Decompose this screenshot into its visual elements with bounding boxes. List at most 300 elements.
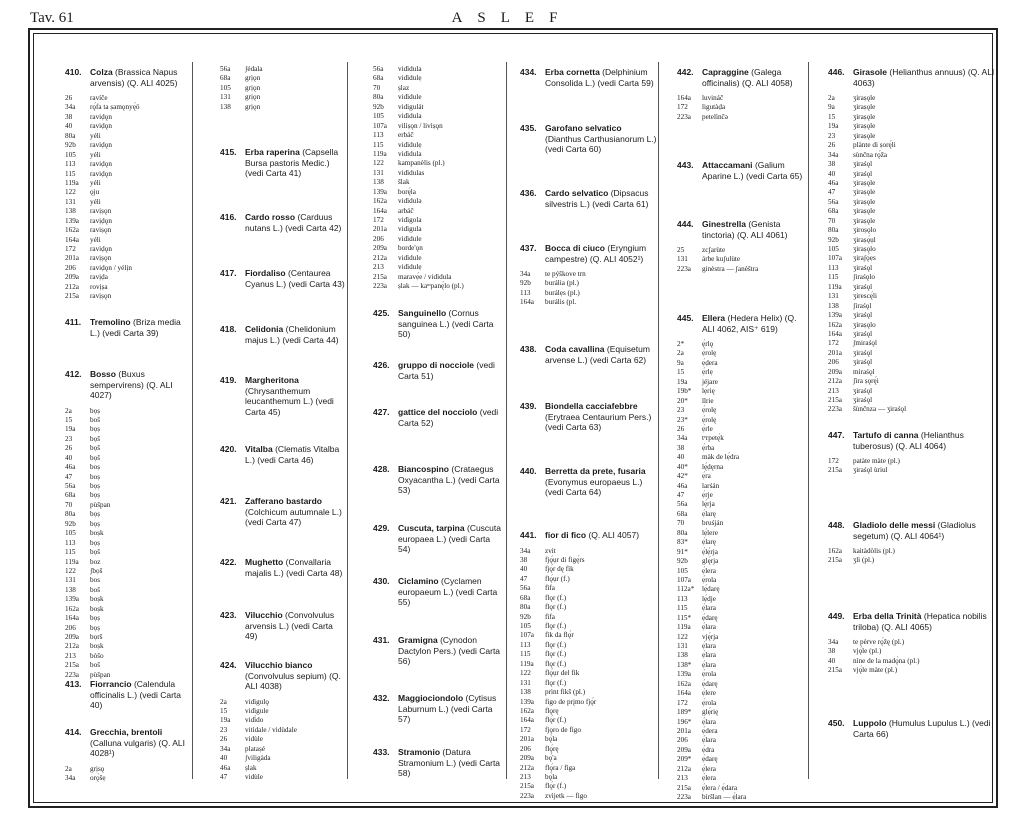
entry-heading xyxy=(220,496,345,528)
dictionary-entry xyxy=(373,693,504,725)
entry-description: (Gladiolus segetum) (Q. ALI 4064¹) xyxy=(853,520,976,541)
dialect-form-row xyxy=(677,349,807,358)
locality-code: 206 xyxy=(677,736,688,745)
dialect-form: lę́rja xyxy=(702,500,715,509)
dialect-form: ʒiraśǫl xyxy=(853,329,873,338)
dialect-form: bǫ̀la xyxy=(545,735,558,744)
entry-description: (Brassica Napus arvensis) (Q. ALI 4025) xyxy=(90,67,178,88)
locality-code: 131 xyxy=(677,255,688,264)
dictionary-entry xyxy=(520,344,657,365)
entry-number: 436. xyxy=(520,188,537,198)
entry-heading xyxy=(220,557,345,578)
dialect-form: kampanèlis (pl.) xyxy=(398,159,445,168)
dialect-form-row xyxy=(373,93,504,102)
locality-code: 47 xyxy=(520,574,528,583)
entry-description: (Helianthus tuberosus) (Q. ALI 4064) xyxy=(853,430,964,451)
dialect-form-row xyxy=(677,368,807,377)
locality-code: 138 xyxy=(373,178,384,187)
entry-name: gattice del nocciolo xyxy=(398,407,478,417)
dialect-form-row xyxy=(828,226,996,235)
dialect-form: yéli xyxy=(90,131,101,140)
dialect-form-row xyxy=(520,725,657,735)
entry-heading xyxy=(220,268,345,289)
locality-code: 213 xyxy=(677,774,688,783)
entry-description: (Chelidonium majus L.) (vedi Carta 44) xyxy=(245,324,339,345)
dictionary-entry xyxy=(677,313,807,802)
dialect-form: llrie xyxy=(702,396,714,405)
locality-code: 115 xyxy=(65,548,76,557)
entry-description: (Chrysanthemum leucanthemum L.) (vedi Carta 45) xyxy=(245,385,334,417)
dialect-form: boṣk xyxy=(90,604,104,613)
dialect-form-row xyxy=(65,406,190,416)
dialect-form-row xyxy=(65,245,190,254)
dialect-form: ʃédala xyxy=(245,65,263,73)
dialect-form: zvìjetk — fìgo xyxy=(545,791,587,800)
dialect-form: ẹ́lara xyxy=(702,736,716,745)
entry-heading xyxy=(220,610,345,642)
locality-code: 206 xyxy=(828,358,839,367)
dialect-form-row xyxy=(65,548,190,557)
dialect-form-row xyxy=(677,538,807,547)
entry-number: 444. xyxy=(677,219,694,229)
locality-code: 113 xyxy=(520,288,531,297)
dialect-form: burálẹs (pl.) xyxy=(545,288,580,297)
dialect-form-row xyxy=(65,614,190,623)
dialect-form-row xyxy=(520,659,657,669)
entry-number: 421. xyxy=(220,496,237,506)
locality-code: 215a xyxy=(677,783,691,792)
entry-heading xyxy=(828,520,996,541)
locality-code: 139a xyxy=(520,697,534,706)
locality-code: 115 xyxy=(677,604,688,613)
dialect-form-row xyxy=(677,396,807,406)
dialect-form-row xyxy=(677,670,807,679)
locality-code: 209a xyxy=(65,633,79,641)
dialect-form-row xyxy=(65,642,190,651)
entry-description: (Galium Aparine L.) (vedi Carta 65) xyxy=(702,160,803,181)
dialect-form-row xyxy=(65,529,190,538)
dialect-form-row xyxy=(677,708,807,717)
dictionary-entry xyxy=(520,466,657,498)
dialect-form: jéjare xyxy=(702,377,718,386)
locality-code: 201a xyxy=(677,726,691,735)
dialect-form-row xyxy=(65,585,190,595)
locality-code: 209* xyxy=(677,755,692,764)
dialect-form: glẹ́rię xyxy=(702,708,719,717)
entry-number: 425. xyxy=(373,308,390,318)
dialect-form-row xyxy=(677,623,807,632)
dialect-form: ʒiroṣǫlo xyxy=(853,226,877,235)
locality-code: 19b* xyxy=(677,387,692,396)
entry-number: 449. xyxy=(828,611,845,621)
locality-code: 56a xyxy=(65,482,76,490)
dialect-form: raviḍǫn xyxy=(90,160,112,169)
dialect-form: raviḍǫn xyxy=(90,141,112,150)
dialect-form: ravịḍa xyxy=(90,273,108,282)
entry-description: (Calluna vulgaris) (Q. ALI 4028¹) xyxy=(90,737,185,758)
locality-code: 92b xyxy=(373,102,384,111)
dialect-form-row xyxy=(373,178,504,187)
locality-code: 215a xyxy=(828,396,842,404)
dialect-form: flǫr (f.) xyxy=(545,603,567,612)
dialect-form-row xyxy=(677,453,807,462)
dialect-form-list xyxy=(677,340,807,802)
entry-name: Gramigna xyxy=(398,635,438,645)
locality-code: 46a xyxy=(65,463,76,472)
dialect-form-row xyxy=(828,348,996,358)
dictionary-entry xyxy=(677,219,807,274)
dialect-form-row xyxy=(828,358,996,367)
dialect-form: ʒli (pl.) xyxy=(853,556,875,565)
locality-code: 92b xyxy=(65,141,76,150)
locality-code: 162a xyxy=(373,197,387,206)
entry-description: (vedi Carta 52) xyxy=(398,407,499,428)
locality-code: 47 xyxy=(677,491,685,499)
locality-code: 138 xyxy=(65,585,76,594)
dialect-form: ẹ́lẹ́rja xyxy=(702,547,718,556)
dialect-form-row xyxy=(828,197,996,207)
dialect-form-row xyxy=(828,141,996,150)
locality-code: 201a xyxy=(373,225,387,234)
entry-description: (Evonymus europaeus L.) (vedi Carta 64) xyxy=(545,476,643,497)
dialect-form-row xyxy=(828,207,996,216)
locality-code: 122 xyxy=(65,566,76,575)
locality-code: 107a xyxy=(373,121,387,130)
locality-code: 119a xyxy=(373,149,387,158)
dialect-form-row xyxy=(373,121,504,131)
entry-description: (vedi Carta 51) xyxy=(398,360,495,381)
dialect-form: vidùle xyxy=(245,735,263,744)
dialect-form: bọṣ xyxy=(90,510,100,519)
dialect-form: raviḍǫn / yélịn xyxy=(90,263,132,272)
dialect-form: vidìgula xyxy=(398,225,422,234)
dialect-form: ʒiraṣǫle xyxy=(853,216,876,225)
entry-heading xyxy=(677,160,807,181)
locality-code: 38 xyxy=(828,160,836,169)
dialect-form-row xyxy=(373,112,504,121)
dialect-form-row xyxy=(65,292,190,301)
locality-code: 131 xyxy=(520,678,531,687)
locality-code: 113 xyxy=(520,640,531,649)
dialect-form-row xyxy=(65,444,190,453)
dialect-form: ʒiraśǫl xyxy=(853,348,873,357)
dialect-form-row xyxy=(677,726,807,736)
dialect-form: bòšo xyxy=(90,651,104,660)
dialect-form: ʒiraṣǫle xyxy=(853,178,876,187)
dialect-form-row xyxy=(220,773,345,782)
dialect-form: vidùle xyxy=(245,773,263,781)
dialect-form: orǫ̀šẹ xyxy=(90,773,106,782)
dialect-form-row xyxy=(65,434,190,444)
dialect-form-row xyxy=(65,576,190,585)
entry-heading xyxy=(520,466,657,498)
entry-number: 410. xyxy=(65,67,82,77)
locality-code: 83* xyxy=(677,538,688,547)
locality-code: 119a xyxy=(828,282,842,291)
locality-code: 209a xyxy=(373,244,387,253)
entry-name: Mughetto xyxy=(245,557,284,567)
locality-code: 70 xyxy=(65,500,73,509)
dialect-form-row xyxy=(65,188,190,197)
locality-code: 68a xyxy=(828,207,839,216)
dialect-form-row xyxy=(520,763,657,773)
dialect-form-row xyxy=(828,122,996,131)
dialect-form: ʒiraśǫl xyxy=(853,396,873,404)
dialect-form: vidìdulǝ xyxy=(398,197,422,206)
dialect-form-row xyxy=(65,226,190,235)
entry-name: Ciclamino xyxy=(398,576,439,586)
dialect-form-row xyxy=(677,94,807,103)
dialect-form-row xyxy=(520,791,657,801)
dialect-form-row xyxy=(828,112,996,122)
dialect-form-row xyxy=(677,424,807,434)
dialect-form: ẹ́lara xyxy=(702,660,716,669)
dialect-form-row xyxy=(828,396,996,405)
dialect-form-row xyxy=(65,463,190,472)
dialect-form-row xyxy=(828,647,996,656)
locality-code: 172 xyxy=(520,725,531,734)
dialect-form-row xyxy=(65,425,190,434)
dialect-form: ʃiraśǫl xyxy=(853,301,872,310)
dialect-form: vidìdulẹ xyxy=(398,74,422,83)
locality-code: 105 xyxy=(520,622,531,630)
locality-code: 138 xyxy=(520,688,531,697)
dialect-form: ẹ́darę xyxy=(702,613,718,622)
dictionary-entry xyxy=(828,611,996,676)
dialect-form: patàte màte (pl.) xyxy=(853,457,900,465)
dialect-form-row xyxy=(677,112,807,122)
locality-code: 38 xyxy=(65,112,73,121)
entry-name: Vilucchio bianco xyxy=(245,660,313,670)
dialect-form-row xyxy=(828,188,996,197)
locality-code: 115 xyxy=(373,140,384,149)
dialect-form: vidìgola xyxy=(398,216,422,224)
entry-number: 426. xyxy=(373,360,390,370)
dialect-form-row xyxy=(520,298,657,307)
dialect-form: bìršlan — ẹ́lara xyxy=(702,793,747,801)
entry-heading xyxy=(373,464,504,496)
dialect-form: vidìgule xyxy=(245,706,269,715)
dialect-form: ẹ́lara xyxy=(702,717,716,726)
dialect-form: ẹ́rola xyxy=(702,670,717,679)
dialect-form: vjǫ́le (pl.) xyxy=(853,647,882,656)
entry-number: 434. xyxy=(520,67,537,77)
dialect-form: ẹ́rje xyxy=(702,491,713,499)
locality-code: 80a xyxy=(520,603,531,612)
dialect-form-row xyxy=(373,65,504,74)
dialect-form: bọṣ xyxy=(90,519,100,528)
dialect-form: petelìnčǝ xyxy=(702,112,728,121)
dialect-form: yéli xyxy=(90,178,101,187)
locality-code: 113 xyxy=(373,131,384,140)
locality-code: 215a xyxy=(520,782,534,791)
dialect-form: erbáč xyxy=(398,131,414,140)
dialect-form: ẹ́rolę xyxy=(702,349,717,358)
dictionary-entry xyxy=(373,308,504,340)
entry-description: (Erytraea Centaurium Pers.) (vedi Carta 63) xyxy=(545,411,652,432)
dialect-form-row xyxy=(65,510,190,519)
dialect-form: ẹ́ḍera xyxy=(702,358,718,367)
dialect-form-row xyxy=(373,83,504,93)
dialect-form-row xyxy=(520,744,657,754)
dialect-form: ẹ́lera xyxy=(702,764,716,773)
locality-code: 162a xyxy=(65,604,79,613)
locality-code: 223a xyxy=(677,264,691,273)
dialect-form: raviḍǫn xyxy=(90,245,112,253)
dialect-form-row xyxy=(677,491,807,500)
dialect-form-row xyxy=(520,603,657,612)
dialect-form: bọš xyxy=(90,548,100,557)
entry-heading xyxy=(373,576,504,608)
locality-code: 172 xyxy=(828,339,839,348)
entry-description: (Convallaria majalis L.) (vedi Carta 48) xyxy=(245,557,343,578)
entry-name: Maggiociondolo xyxy=(398,693,464,703)
dialect-form-row xyxy=(677,698,807,708)
dialect-form: bọṣ xyxy=(90,406,100,415)
dialect-form-row xyxy=(677,472,807,481)
dialect-form-row xyxy=(828,377,996,386)
dialect-form-list xyxy=(520,546,657,802)
locality-code: 15 xyxy=(220,706,228,715)
locality-code: 2a xyxy=(65,764,72,773)
locality-code: 40 xyxy=(220,754,228,763)
dialect-form: raviḍǫn xyxy=(90,112,112,121)
dialect-form: grịǫn xyxy=(245,102,261,111)
dialect-form-row xyxy=(220,83,345,93)
dialect-form: fjǫ́r dę fìk xyxy=(545,565,574,574)
locality-code: 162a xyxy=(520,706,534,715)
entry-name: gruppo di nocciole xyxy=(398,360,475,370)
entry-heading xyxy=(520,530,657,541)
dialect-form-list xyxy=(65,94,190,302)
dialect-form-row xyxy=(828,547,996,556)
dialect-form-row xyxy=(520,706,657,716)
locality-code: 215a xyxy=(828,666,842,675)
dialect-form: ravịḍǫn xyxy=(90,216,112,225)
dictionary-entry xyxy=(520,123,657,155)
dialect-form: ʃìra ṣǫrę́i xyxy=(853,377,879,386)
dialect-form-row xyxy=(220,744,345,754)
entry-description: (Briza media L.) (vedi Carta 39) xyxy=(90,317,181,338)
dialect-form-row xyxy=(677,566,807,576)
dialect-form: ẹ́lara xyxy=(702,642,716,650)
dialect-form-list xyxy=(220,697,345,783)
locality-code: 19a xyxy=(828,122,839,131)
dialect-form: ẹ́lera xyxy=(702,566,716,575)
dialect-form-list xyxy=(677,94,807,122)
dialect-form-row xyxy=(677,246,807,255)
entry-description: (Helianthus annuus) (Q. ALI 4063) xyxy=(853,67,995,88)
dialect-form-row xyxy=(65,160,190,169)
dialect-form: vidìdule xyxy=(398,253,422,262)
dialect-form-row xyxy=(677,377,807,387)
locality-code: 40 xyxy=(677,453,685,462)
dialect-form-row xyxy=(65,112,190,122)
locality-code: 80a xyxy=(65,131,76,140)
dialect-form: ẹ́lara xyxy=(702,651,716,660)
locality-code: 23 xyxy=(677,406,685,415)
dialect-form-row xyxy=(828,160,996,169)
dictionary-entry xyxy=(373,407,504,428)
dialect-form: lẹ́dje xyxy=(702,594,716,603)
locality-code: 113 xyxy=(828,263,839,272)
dialect-form-row xyxy=(677,434,807,443)
entry-name: Vilucchio xyxy=(245,610,283,620)
locality-code: 2a xyxy=(828,94,835,102)
locality-code: 122 xyxy=(677,632,688,641)
dialect-form: boṣk xyxy=(90,595,104,604)
entry-heading xyxy=(520,123,657,155)
locality-code: 164a xyxy=(65,235,79,244)
dialect-form-row xyxy=(520,754,657,763)
dialect-form-row xyxy=(677,689,807,698)
entry-heading xyxy=(373,747,504,779)
dialect-form-row xyxy=(65,604,190,614)
dialect-form: ʒiraṣǫle xyxy=(853,122,876,131)
dictionary-entry xyxy=(520,530,657,801)
entry-number: 439. xyxy=(520,401,537,411)
locality-code: 223a xyxy=(828,405,842,414)
entry-number: 415. xyxy=(220,147,237,157)
locality-code: 201a xyxy=(828,348,842,357)
dialect-form-row xyxy=(65,103,190,112)
locality-code: 40 xyxy=(65,122,73,131)
dictionary-entry xyxy=(220,557,345,578)
entry-heading xyxy=(65,679,190,711)
entry-number: 417. xyxy=(220,268,237,278)
dialect-form-row xyxy=(828,131,996,141)
locality-code: 131 xyxy=(677,642,688,650)
dialect-form: lẹ́rię xyxy=(702,387,715,396)
dialect-form-row xyxy=(65,178,190,188)
dialect-form: ʒiraśǫl ùriul xyxy=(853,466,888,475)
locality-code: 113 xyxy=(677,594,688,603)
dialect-form: bruśján xyxy=(702,519,724,528)
dialect-form-row xyxy=(220,735,345,744)
dialect-form: zcʃarùte xyxy=(702,246,726,254)
entry-description: (Eryngium campestre) (Q. ALI 4052¹) xyxy=(545,243,647,264)
dialect-form: ẹ́lera / ẹ́dara xyxy=(702,783,738,792)
dialect-form-row xyxy=(65,519,190,529)
locality-code: 34a xyxy=(828,150,839,159)
dialect-form: vidìgulǫ xyxy=(245,697,269,706)
entry-description: (Delphinium Consolida L.) (vedi Carta 59) xyxy=(545,67,654,88)
dialect-form-row xyxy=(520,270,657,279)
dialect-form: ẹ́darę xyxy=(702,755,718,764)
dialect-form: ʒiraśǫl xyxy=(853,169,873,178)
locality-code: 80a xyxy=(828,226,839,235)
dialect-form-row xyxy=(373,74,504,83)
dialect-form: vidìdula xyxy=(398,149,422,158)
locality-code: 139a xyxy=(65,216,79,225)
dialect-form-row xyxy=(220,754,345,763)
dialect-form: ʒiraṣǫle xyxy=(853,103,876,112)
dialect-form-list xyxy=(373,65,504,292)
entry-heading xyxy=(220,324,345,345)
entry-number: 424. xyxy=(220,660,237,670)
dialect-form-row xyxy=(677,755,807,764)
dialect-form: boṣk xyxy=(90,642,104,651)
entry-description: (Dianthus Carthusianorum L.) (vedi Carta 60) xyxy=(545,133,657,154)
dialect-form-row xyxy=(828,235,996,245)
dictionary-entry xyxy=(65,67,190,302)
dialect-form-row xyxy=(677,443,807,453)
dialect-form: flǫr (f.) xyxy=(545,650,567,659)
dialect-form: rǫ́fa ta ṣamǫnyę́ö xyxy=(90,103,140,112)
dialect-form: fjǫ́ụr di figę́rs xyxy=(545,555,585,564)
dialect-form: ẹ́ra xyxy=(702,472,711,481)
entry-name: Celidonia xyxy=(245,324,284,334)
